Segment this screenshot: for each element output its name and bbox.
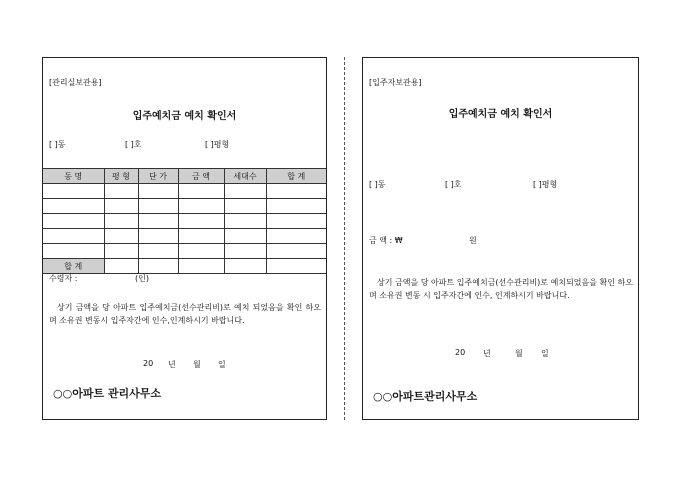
header-dong: 동 명 [43,169,104,184]
table-cell[interactable] [138,199,178,214]
table-cell[interactable] [138,244,178,259]
total-label: 합 계 [43,259,104,274]
table-header-row [43,169,326,184]
table-cell[interactable] [266,259,326,274]
table-cell[interactable] [43,229,104,244]
unit-pyeong: [ ]평형 [205,140,230,149]
table-cell[interactable] [224,244,266,259]
header-amount: 금 액 [178,169,224,184]
table-row [43,199,326,214]
table-cell[interactable] [104,199,138,214]
recipient-label: 수령자 : [49,274,78,283]
date-day-label: 일 [541,349,549,358]
table-cell[interactable] [224,199,266,214]
table-cell[interactable] [104,214,138,229]
table-cell[interactable] [224,229,266,244]
table-cell[interactable] [224,259,266,274]
deposit-table [43,168,326,274]
table-cell[interactable] [43,244,104,259]
table-cell[interactable] [43,184,104,199]
table-cell[interactable] [178,214,224,229]
table-total-row [43,259,326,274]
date-month-label: 월 [193,360,201,369]
unit-ho: [ ]호 [125,140,142,149]
table-cell[interactable] [138,184,178,199]
cut-line [344,57,345,420]
date-year: 20 [455,348,466,357]
unit-ho: [ ]호 [445,180,462,189]
table-cell[interactable] [178,259,224,274]
unit-pyeong: [ ]평형 [533,180,558,189]
table-cell[interactable] [138,229,178,244]
table-cell[interactable] [178,229,224,244]
resident-copy-form [362,57,639,420]
table-cell[interactable] [266,244,326,259]
confirmation-text: 상기 금액을 당 아파트 입주예치금(선수관리비)로 예치 되었음을 확인 하오며 소유권 변동시 입주자간에 인수,인계하시기 바랍니다. [49,303,321,325]
table-cell[interactable] [178,244,224,259]
table-cell[interactable] [104,259,138,274]
copy-tag: [관리실보관용] [49,78,102,87]
header-unit-price: 단 가 [138,169,178,184]
table-cell[interactable] [266,184,326,199]
header-total: 합 계 [266,169,326,184]
table-cell[interactable] [138,259,178,274]
date-year: 20 [143,359,154,368]
table-cell[interactable] [104,244,138,259]
date-year-label: 년 [168,360,176,369]
table-cell[interactable] [224,184,266,199]
form-title: 입주예치금 예치 확인서 [448,109,553,120]
confirmation-text: 상기 금액을 당 아파트 입주예치금(선수관리비)로 예치되었음을 확인 하오며 소유권 변동 시 입주자간에 인수, 인계하시기 바랍니다. [369,278,633,300]
table-cell[interactable] [43,214,104,229]
header-households: 세대수 [224,169,266,184]
table-cell[interactable] [178,184,224,199]
amount-label: 금 액 : ₩ [369,236,403,245]
unit-dong: [ ]동 [49,140,66,149]
table-cell[interactable] [266,199,326,214]
table-cell[interactable] [266,229,326,244]
seal-mark: (인) [135,274,149,283]
table-cell[interactable] [178,199,224,214]
table-cell[interactable] [104,184,138,199]
amount-unit: 원 [469,236,477,245]
table-row [43,244,326,259]
copy-tag: [입주자보관용] [369,78,422,87]
management-copy-form [42,57,327,420]
table-cell[interactable] [104,229,138,244]
table-cell[interactable] [43,199,104,214]
table-row [43,184,326,199]
office-name: ○○아파트관리사무소 [373,390,478,403]
table-cell[interactable] [138,214,178,229]
office-name: ○○아파트 관리사무소 [53,387,162,400]
table-cell[interactable] [224,214,266,229]
table-cell[interactable] [266,214,326,229]
date-year-label: 년 [483,349,491,358]
table-row [43,229,326,244]
unit-dong: [ ]동 [369,180,386,189]
date-day-label: 일 [218,360,226,369]
table-row [43,214,326,229]
form-title: 입주예치금 예치 확인서 [132,111,237,122]
date-month-label: 월 [515,349,523,358]
header-pyeong: 평 형 [104,169,138,184]
